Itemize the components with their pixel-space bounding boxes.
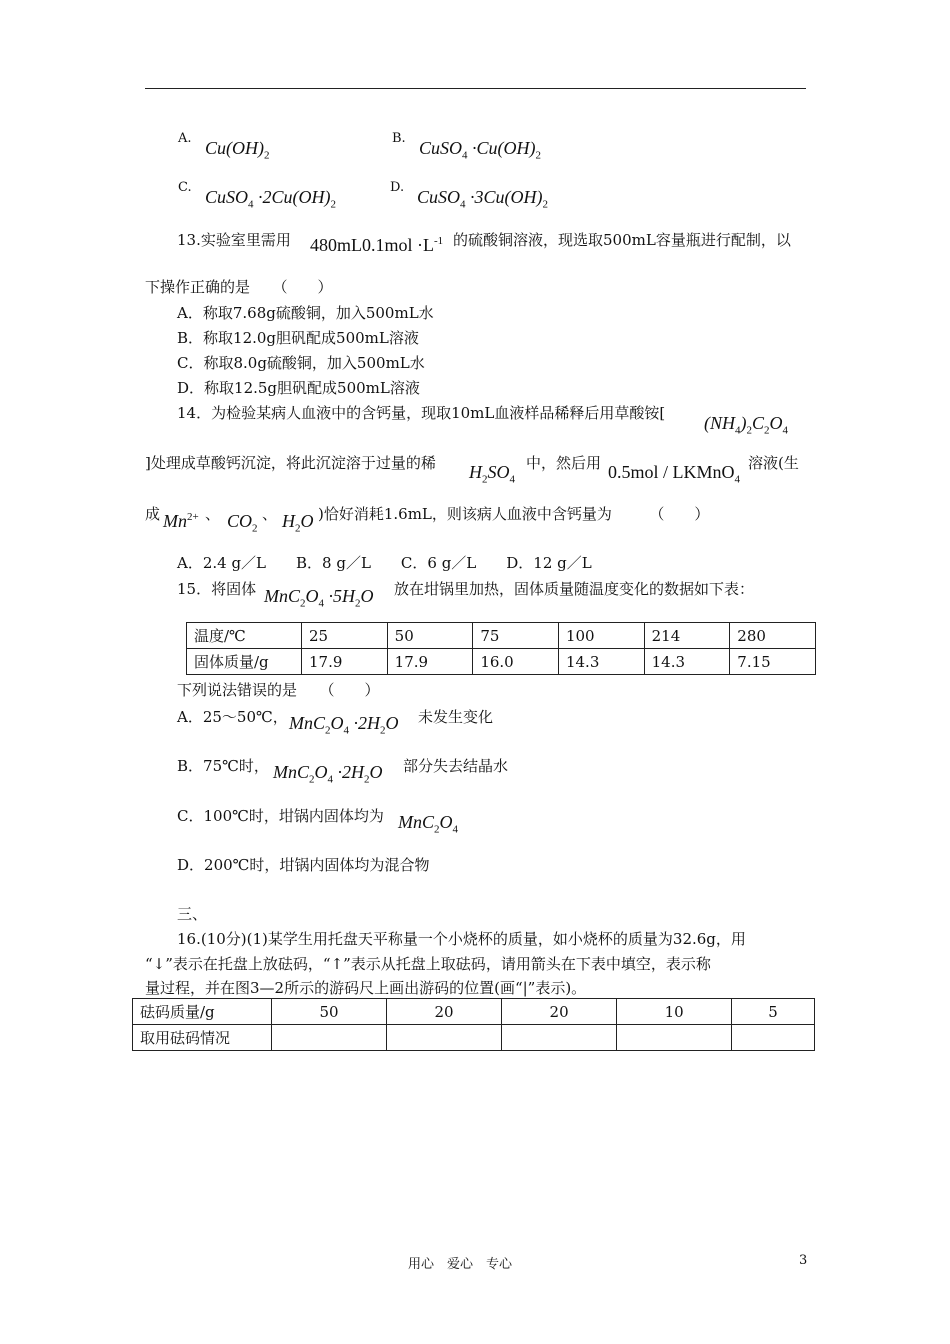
table-row [133, 1025, 815, 1051]
table-cell: 温度/℃ [187, 623, 302, 649]
table-cell: 砝码质量/g [133, 999, 272, 1025]
q15-option-c-text: C．100℃时，坩锅内固体均为 [177, 807, 384, 825]
q12-option-d-formula: CuSO$_4$ $\cdot 3Cu(OH)_2$ [417, 187, 549, 211]
footer-motto: 用心 爱心 专心 [408, 1257, 513, 1272]
q14-line2-b: 中，然后用 [526, 454, 602, 472]
q15-suffix: 放在坩锅里加热，固体质量随温度变化的数据如下表： [394, 580, 755, 598]
table-cell: 16.0 [473, 649, 559, 675]
q15-prefix: 15．将固体 [177, 580, 257, 598]
table-cell: 17.9 [387, 649, 473, 675]
table-row [133, 999, 815, 1025]
table-cell: 20 [502, 999, 617, 1025]
q14-formula-h2o: $H_2O$ [282, 511, 314, 535]
q16-line3: 量过程，并在图3—2所示的游码尺上画出游码的位置(画“|”表示)。 [145, 979, 587, 997]
q12-option-d-label: D. [390, 180, 405, 195]
q15-option-a-text: A．25～50℃， [177, 708, 288, 726]
q13-option-b: B．称取12.0g胆矾配成500mL溶液 [177, 329, 419, 347]
q15-option-a-formula: $MnC_2O_4 \cdot 2H_2O$ [289, 713, 399, 737]
q14-line2-c: 溶液(生 [748, 454, 799, 472]
table-cell: 10 [617, 999, 732, 1025]
q15-formula: $MnC_2O_4 \cdot 5H_2O$ [264, 586, 374, 610]
table-cell: 17.9 [302, 649, 388, 675]
q12-option-b-formula: CuSO$_4$ $\cdot Cu(OH)_2$ [419, 138, 542, 162]
q16-weights-table [132, 998, 815, 1051]
q14-line3-b: )恰好消耗1.6mL，则该病人血液中含钙量为 （ ） [318, 505, 710, 523]
table-cell[interactable] [502, 1025, 617, 1051]
q12-option-c-formula: CuSO$_4$ $\cdot 2Cu(OH)_2$ [205, 187, 337, 211]
table-cell[interactable] [617, 1025, 732, 1051]
q13-option-d: D．称取12.5g胆矾配成500mL溶液 [177, 379, 420, 397]
q14-separator-2: 、 [262, 505, 278, 523]
q14-separator-1: 、 [205, 505, 221, 523]
table-cell: 100 [558, 623, 644, 649]
q15-option-c-formula: $MnC_2O_4$ [398, 812, 458, 836]
q15-option-d-text: D．200℃时，坩锅内固体均为混合物 [177, 856, 430, 874]
section-3-heading: 三、 [177, 905, 208, 923]
q14-line3-a: 成 [145, 505, 161, 523]
q13-stem-line2: 下操作正确的是 （ ） [145, 278, 333, 296]
table-cell: 214 [644, 623, 730, 649]
q15-option-b-text: B．75℃时， [177, 757, 269, 775]
table-row [187, 623, 816, 649]
table-cell: 20 [387, 999, 502, 1025]
table-cell[interactable] [732, 1025, 815, 1051]
table-cell: 280 [730, 623, 816, 649]
table-cell: 固体质量/g [187, 649, 302, 675]
table-cell: 取用砝码情况 [133, 1025, 272, 1051]
table-cell: 50 [272, 999, 387, 1025]
q15-option-b-formula: $MnC_2O_4 \cdot 2H_2O$ [273, 762, 383, 786]
table-cell: 50 [387, 623, 473, 649]
table-cell: 25 [302, 623, 388, 649]
table-cell: 7.15 [730, 649, 816, 675]
q14-answers: A．2.4 g／L B．8 g／L C．6 g／L D．12 g／L [177, 554, 592, 572]
q12-option-a-label: A. [178, 131, 192, 146]
table-cell: 5 [732, 999, 815, 1025]
q13-suffix: 的硫酸铜溶液，现选取500mL容量瓶进行配制，以 [453, 231, 791, 249]
q12-option-b-label: B. [392, 131, 406, 146]
table-cell: 14.3 [644, 649, 730, 675]
q14-formula-co2: $CO_2$ [227, 511, 258, 535]
q14-line2-a: ]处理成草酸钙沉淀，将此沉淀溶于过量的稀 [145, 454, 436, 472]
q15-option-b-tail: 部分失去结晶水 [403, 757, 509, 775]
q14-line1: 14．为检验某病人血液中的含钙量，现取10mL血液样品稀释后用草酸铵[ [177, 404, 666, 422]
q14-formula-ammonium-oxalate: $(NH_4)_2C_2O_4$ [704, 413, 789, 437]
q12-option-c-label: C. [178, 180, 192, 195]
q16-line2: “↓”表示在托盘上放砝码，“↑”表示从托盘上取砝码，请用箭头在下表中填空，表示称 [145, 955, 711, 973]
q16-line1: 16.(10分)(1)某学生用托盘天平称量一个小烧杯的质量，如小烧杯的质量为32.6g，用 [177, 930, 746, 948]
q14-formula-h2so4: $H_2SO_4$ [469, 462, 515, 486]
q15-option-a-tail: 未发生变化 [418, 708, 494, 726]
q13-formula: $480mL0.1mol \cdot L^{-1}$ [310, 235, 444, 255]
q12-option-a-formula: $Cu(OH)_2$ [205, 138, 270, 162]
table-cell[interactable] [387, 1025, 502, 1051]
table-cell: 14.3 [558, 649, 644, 675]
q13-prefix: 13.实验室里需用 [177, 231, 291, 249]
q15-question: 下列说法错误的是 （ ） [177, 681, 380, 699]
q13-option-c: C．称取8.0g硫酸铜，加入500mL水 [177, 354, 425, 372]
q15-table [186, 622, 816, 675]
q14-formula-mn: $Mn^{2+}$ [163, 511, 199, 531]
table-row [187, 649, 816, 675]
table-cell[interactable] [272, 1025, 387, 1051]
table-cell: 75 [473, 623, 559, 649]
page-number: 3 [799, 1253, 808, 1268]
header-rule [145, 88, 806, 89]
q13-option-a: A．称取7.68g硫酸铜，加入500mL水 [177, 304, 434, 322]
q14-formula-kmno4: 0.5mol / LKMnO$_4$ [608, 462, 741, 486]
